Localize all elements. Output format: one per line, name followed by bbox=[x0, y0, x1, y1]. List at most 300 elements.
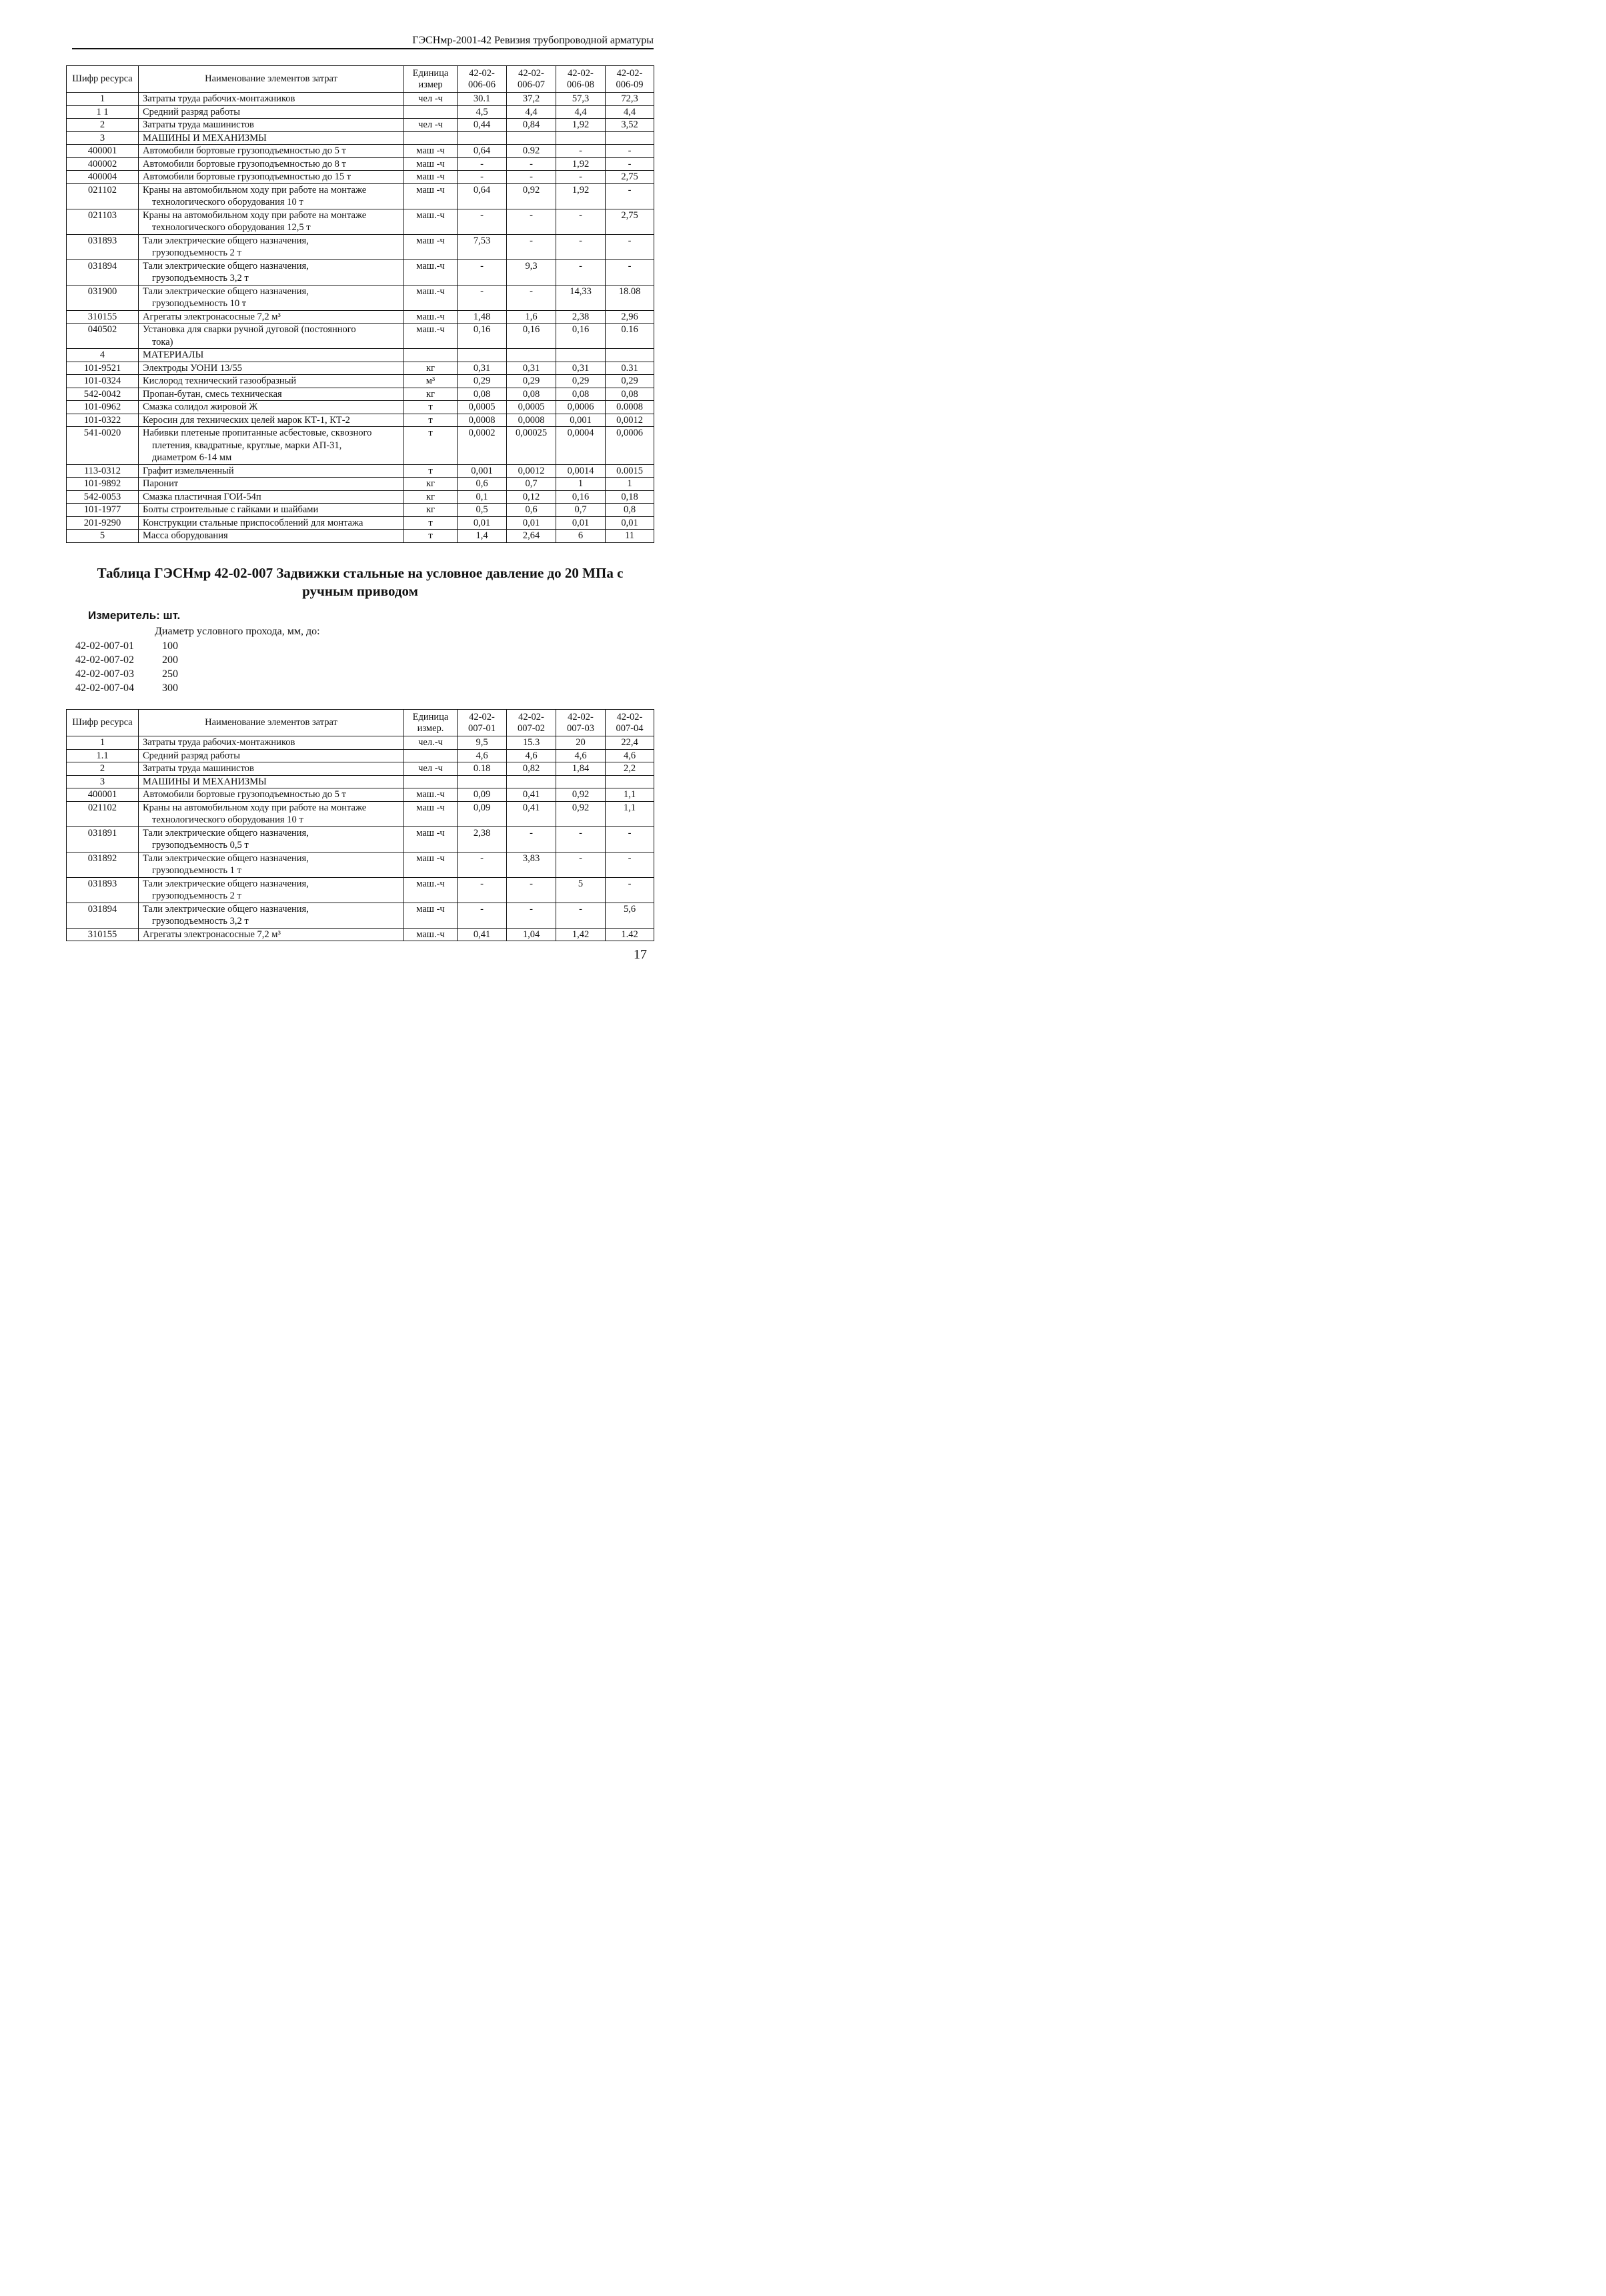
col-header-rate: 42-02-006-06 bbox=[458, 66, 507, 93]
value-cell: 0,16 bbox=[556, 490, 606, 504]
item-diameter: 250 bbox=[162, 668, 178, 680]
resource-code: 3 bbox=[67, 131, 139, 145]
value-cell: 0,08 bbox=[556, 388, 606, 401]
resource-code: 4 bbox=[67, 349, 139, 362]
item-diameter: 300 bbox=[162, 682, 178, 694]
value-cell: 2,64 bbox=[507, 530, 556, 543]
value-cell: - bbox=[507, 877, 556, 903]
value-cell bbox=[556, 775, 606, 788]
resource-code: 040502 bbox=[67, 324, 139, 349]
resource-name-line: Смазка пластичная ГОИ-54п bbox=[143, 491, 261, 502]
value-cell: 0.31 bbox=[606, 362, 654, 375]
item-code-list bbox=[75, 639, 178, 695]
value-cell: 0,01 bbox=[606, 516, 654, 530]
value-cell: 4,6 bbox=[507, 749, 556, 762]
unit-cell: маш -ч bbox=[404, 801, 458, 826]
resource-code: 021103 bbox=[67, 209, 139, 234]
table-row bbox=[67, 119, 654, 132]
unit-cell: чел.-ч bbox=[404, 736, 458, 750]
value-cell: - bbox=[507, 171, 556, 184]
unit-cell bbox=[404, 131, 458, 145]
value-cell: 0,16 bbox=[556, 324, 606, 349]
unit-cell: маш.-ч bbox=[404, 324, 458, 349]
value-cell: 0,29 bbox=[458, 375, 507, 388]
value-cell: - bbox=[458, 259, 507, 285]
value-cell: 1,48 bbox=[458, 310, 507, 324]
resource-code: 541-0020 bbox=[67, 427, 139, 465]
table-row bbox=[67, 285, 654, 310]
resource-name-line: Графит измельченный bbox=[143, 465, 234, 476]
resource-code: 1.1 bbox=[67, 749, 139, 762]
resource-code: 101-0324 bbox=[67, 375, 139, 388]
value-cell bbox=[507, 349, 556, 362]
unit-cell: чел -ч bbox=[404, 93, 458, 106]
resource-code: 3 bbox=[67, 775, 139, 788]
item-code-row bbox=[75, 681, 178, 695]
resource-code: 031893 bbox=[67, 234, 139, 259]
unit-cell: маш -ч bbox=[404, 171, 458, 184]
resource-name-line: технологического оборудования 10 т bbox=[152, 814, 303, 825]
col-header-rate: 42-02-007-02 bbox=[507, 710, 556, 736]
resource-code: 101-0962 bbox=[67, 401, 139, 414]
table-title-line: ручным приводом bbox=[302, 583, 418, 599]
col-header-rate: 42-02-006-08 bbox=[556, 66, 606, 93]
value-cell: 1,42 bbox=[556, 928, 606, 941]
unit-cell: кг bbox=[404, 478, 458, 491]
section-row bbox=[67, 775, 654, 788]
value-cell bbox=[606, 775, 654, 788]
value-cell: 0,01 bbox=[507, 516, 556, 530]
resource-name-line: Электроды УОНИ 13/55 bbox=[143, 362, 242, 374]
unit-cell: чел -ч bbox=[404, 119, 458, 132]
value-cell: 4,6 bbox=[606, 749, 654, 762]
value-cell: 0,92 bbox=[556, 801, 606, 826]
value-cell: 0,0005 bbox=[458, 401, 507, 414]
value-cell: 0,29 bbox=[507, 375, 556, 388]
value-cell: 0,16 bbox=[458, 324, 507, 349]
section-row bbox=[67, 131, 654, 145]
item-code: 42-02-007-01 bbox=[75, 640, 134, 652]
value-cell: - bbox=[507, 285, 556, 310]
value-cell: - bbox=[507, 903, 556, 928]
value-cell: 0.0008 bbox=[606, 401, 654, 414]
resource-name bbox=[139, 310, 404, 324]
value-cell: 0,92 bbox=[556, 788, 606, 802]
value-cell: 0,001 bbox=[458, 464, 507, 478]
value-cell: 0,12 bbox=[507, 490, 556, 504]
resource-name-line: Установка для сварки ручной дуговой (постоянного bbox=[143, 324, 356, 335]
unit-cell bbox=[404, 775, 458, 788]
unit-cell: маш -ч bbox=[404, 183, 458, 209]
resource-name bbox=[139, 119, 404, 132]
value-cell: 15.3 bbox=[507, 736, 556, 750]
unit-cell: маш.-ч bbox=[404, 877, 458, 903]
resource-code: 1 1 bbox=[67, 105, 139, 119]
resource-name-line: Средний разряд работы bbox=[143, 750, 240, 761]
resource-code: 5 bbox=[67, 530, 139, 543]
resource-name-line: грузоподъемность 2 т bbox=[152, 891, 241, 901]
running-header: ГЭСНмр-2001-42 Ревизия трубопроводной арматуры bbox=[72, 33, 654, 49]
resource-name bbox=[139, 504, 404, 517]
value-cell: 0,92 bbox=[507, 183, 556, 209]
resource-name bbox=[139, 388, 404, 401]
value-cell: 4,4 bbox=[606, 105, 654, 119]
unit-cell: кг bbox=[404, 504, 458, 517]
value-cell: 0,6 bbox=[507, 504, 556, 517]
value-cell: 4,4 bbox=[556, 105, 606, 119]
value-cell: 1,1 bbox=[606, 788, 654, 802]
resource-name-line: Автомобили бортовые грузоподъемностью до 5 т bbox=[143, 145, 346, 156]
resource-name-line: Тали электрические общего назначения, bbox=[143, 260, 309, 271]
value-cell: 2,38 bbox=[458, 826, 507, 852]
resource-name-line: Краны на автомобильном ходу при работе на монтаже bbox=[143, 802, 367, 813]
resource-name-line: МАШИНЫ И МЕХАНИЗМЫ bbox=[143, 132, 267, 143]
value-cell: 72,3 bbox=[606, 93, 654, 106]
value-cell: - bbox=[556, 826, 606, 852]
value-cell: 1,6 bbox=[507, 310, 556, 324]
measure-unit: Измеритель: шт. bbox=[88, 609, 181, 622]
value-cell: 0,31 bbox=[556, 362, 606, 375]
resource-name bbox=[139, 530, 404, 543]
resource-code: 101-1977 bbox=[67, 504, 139, 517]
resource-name-line: Тали электрические общего назначения, bbox=[143, 235, 309, 246]
resource-name-line: Агрегаты электронасосные 7,2 м³ bbox=[143, 929, 281, 940]
resource-name bbox=[139, 490, 404, 504]
unit-cell: т bbox=[404, 427, 458, 465]
table-row bbox=[67, 877, 654, 903]
resource-code: 201-9290 bbox=[67, 516, 139, 530]
value-cell: - bbox=[556, 852, 606, 877]
item-code: 42-02-007-03 bbox=[75, 668, 134, 680]
value-cell: 18.08 bbox=[606, 285, 654, 310]
value-cell bbox=[458, 775, 507, 788]
table-row bbox=[67, 157, 654, 171]
resource-name-line: Керосин для технических целей марок КТ-1, КТ-2 bbox=[143, 414, 350, 426]
col-header-code: Шифр ресурса bbox=[67, 66, 139, 93]
table-row bbox=[67, 414, 654, 427]
resource-name bbox=[139, 749, 404, 762]
value-cell bbox=[556, 349, 606, 362]
resource-code: 2 bbox=[67, 762, 139, 776]
resource-name bbox=[139, 349, 404, 362]
resource-code: 113-0312 bbox=[67, 464, 139, 478]
value-cell: 0,0002 bbox=[458, 427, 507, 465]
resource-name-line: Агрегаты электронасосные 7,2 м³ bbox=[143, 311, 281, 322]
table-row bbox=[67, 324, 654, 349]
resource-name-line: Автомобили бортовые грузоподъемностью до 5 т bbox=[143, 789, 346, 800]
unit-cell: т bbox=[404, 516, 458, 530]
value-cell: 0,09 bbox=[458, 801, 507, 826]
resource-name bbox=[139, 375, 404, 388]
table-row bbox=[67, 93, 654, 106]
resource-name-line: Автомобили бортовые грузоподъемностью до 15 т bbox=[143, 171, 351, 182]
unit-cell: кг bbox=[404, 490, 458, 504]
table-row bbox=[67, 788, 654, 802]
value-cell: 0,29 bbox=[606, 375, 654, 388]
resource-name-line: плетения, квадратные, круглые, марки АП-31, bbox=[152, 440, 342, 451]
resource-name-line: Тали электрические общего назначения, bbox=[143, 878, 309, 889]
value-cell bbox=[556, 131, 606, 145]
resource-name bbox=[139, 209, 404, 234]
resource-name-line: технологического оборудования 10 т bbox=[152, 197, 303, 207]
page-number: 17 bbox=[634, 947, 647, 962]
value-cell: 5,6 bbox=[606, 903, 654, 928]
resource-name bbox=[139, 516, 404, 530]
value-cell: 0,41 bbox=[458, 928, 507, 941]
value-cell: 0,64 bbox=[458, 183, 507, 209]
unit-cell: т bbox=[404, 530, 458, 543]
resource-name bbox=[139, 801, 404, 826]
unit-cell bbox=[404, 749, 458, 762]
value-cell: 1,4 bbox=[458, 530, 507, 543]
resource-code: 021102 bbox=[67, 801, 139, 826]
resource-name bbox=[139, 324, 404, 349]
value-cell: 2,96 bbox=[606, 310, 654, 324]
resource-code: 310155 bbox=[67, 310, 139, 324]
value-cell: - bbox=[507, 209, 556, 234]
value-cell: - bbox=[556, 259, 606, 285]
resource-name bbox=[139, 145, 404, 158]
value-cell: 1,1 bbox=[606, 801, 654, 826]
value-cell: - bbox=[556, 234, 606, 259]
value-cell: 0.92 bbox=[507, 145, 556, 158]
value-cell: 0,0004 bbox=[556, 427, 606, 465]
resource-name-line: грузоподъемность 0,5 т bbox=[152, 840, 249, 850]
unit-cell: маш -ч bbox=[404, 852, 458, 877]
col-header-rate: 42-02-007-01 bbox=[458, 710, 507, 736]
value-cell: 0,82 bbox=[507, 762, 556, 776]
value-cell: 1,92 bbox=[556, 157, 606, 171]
col-header-rate: 42-02-007-04 bbox=[606, 710, 654, 736]
unit-cell: маш.-ч bbox=[404, 310, 458, 324]
resource-name bbox=[139, 401, 404, 414]
value-cell: 6 bbox=[556, 530, 606, 543]
col-header-rate: 42-02-007-03 bbox=[556, 710, 606, 736]
value-cell: 0.16 bbox=[606, 324, 654, 349]
resource-name bbox=[139, 171, 404, 184]
table-row bbox=[67, 928, 654, 941]
value-cell: 0,0006 bbox=[556, 401, 606, 414]
value-cell: 0,64 bbox=[458, 145, 507, 158]
table-row bbox=[67, 852, 654, 877]
value-cell: 1,04 bbox=[507, 928, 556, 941]
value-cell: 0,08 bbox=[507, 388, 556, 401]
table-row bbox=[67, 749, 654, 762]
value-cell: - bbox=[606, 852, 654, 877]
resource-name bbox=[139, 788, 404, 802]
value-cell: - bbox=[606, 877, 654, 903]
value-cell: 0,5 bbox=[458, 504, 507, 517]
value-cell: 9,5 bbox=[458, 736, 507, 750]
table-row bbox=[67, 903, 654, 928]
value-cell: 0,0005 bbox=[507, 401, 556, 414]
unit-cell: маш.-ч bbox=[404, 928, 458, 941]
resource-name-line: Средний разряд работы bbox=[143, 106, 240, 117]
resource-name bbox=[139, 464, 404, 478]
unit-cell: маш -ч bbox=[404, 145, 458, 158]
value-cell: 22,4 bbox=[606, 736, 654, 750]
value-cell: 1,92 bbox=[556, 183, 606, 209]
value-cell: 57,3 bbox=[556, 93, 606, 106]
value-cell: 11 bbox=[606, 530, 654, 543]
value-cell: - bbox=[556, 209, 606, 234]
value-cell: 1.42 bbox=[606, 928, 654, 941]
resource-name-line: Затраты труда машинистов bbox=[143, 119, 254, 130]
value-cell: 0,09 bbox=[458, 788, 507, 802]
col-header-rate: 42-02-006-09 bbox=[606, 66, 654, 93]
resource-name-line: Автомобили бортовые грузоподъемностью до 8 т bbox=[143, 158, 346, 169]
table-row bbox=[67, 478, 654, 491]
value-cell: - bbox=[507, 234, 556, 259]
resource-code: 101-0322 bbox=[67, 414, 139, 427]
table-row bbox=[67, 504, 654, 517]
value-cell: 0,00025 bbox=[507, 427, 556, 465]
table-row bbox=[67, 234, 654, 259]
resource-code: 542-0042 bbox=[67, 388, 139, 401]
value-cell: - bbox=[507, 157, 556, 171]
value-cell: 0,0014 bbox=[556, 464, 606, 478]
value-cell: 0,84 bbox=[507, 119, 556, 132]
value-cell: - bbox=[458, 171, 507, 184]
value-cell: 0,0008 bbox=[458, 414, 507, 427]
value-cell: 0,0006 bbox=[606, 427, 654, 465]
unit-cell: кг bbox=[404, 362, 458, 375]
value-cell bbox=[458, 349, 507, 362]
resource-name-line: Затраты труда рабочих-монтажников bbox=[143, 737, 295, 748]
resource-name bbox=[139, 362, 404, 375]
value-cell: 0,1 bbox=[458, 490, 507, 504]
value-cell: 0,31 bbox=[507, 362, 556, 375]
unit-cell: чел -ч bbox=[404, 762, 458, 776]
resource-code: 031893 bbox=[67, 877, 139, 903]
table-row bbox=[67, 145, 654, 158]
resource-code: 021102 bbox=[67, 183, 139, 209]
unit-cell: маш.-ч bbox=[404, 259, 458, 285]
value-cell: 2,2 bbox=[606, 762, 654, 776]
resource-name bbox=[139, 131, 404, 145]
table-row bbox=[67, 105, 654, 119]
resource-name-line: Болты строительные с гайками и шайбами bbox=[143, 504, 319, 515]
value-cell: 0,8 bbox=[606, 504, 654, 517]
unit-cell bbox=[404, 349, 458, 362]
value-cell: 4,6 bbox=[458, 749, 507, 762]
resource-name-line: грузоподъемность 3,2 т bbox=[152, 916, 249, 927]
resource-name-line: Пропан-бутан, смесь техническая bbox=[143, 388, 282, 400]
value-cell: 0.18 bbox=[458, 762, 507, 776]
value-cell: - bbox=[606, 157, 654, 171]
resource-code: 400001 bbox=[67, 145, 139, 158]
resource-code: 1 bbox=[67, 736, 139, 750]
value-cell: - bbox=[458, 852, 507, 877]
value-cell: 4,6 bbox=[556, 749, 606, 762]
value-cell: - bbox=[458, 903, 507, 928]
unit-cell: кг bbox=[404, 388, 458, 401]
resource-name bbox=[139, 478, 404, 491]
resource-name bbox=[139, 93, 404, 106]
resource-name-line: Тали электрические общего назначения, bbox=[143, 827, 309, 838]
table-row bbox=[67, 388, 654, 401]
value-cell: 7,53 bbox=[458, 234, 507, 259]
diameter-caption: Диаметр условного прохода, мм, до: bbox=[155, 626, 320, 637]
unit-cell: маш.-ч bbox=[404, 788, 458, 802]
value-cell: 3,52 bbox=[606, 119, 654, 132]
value-cell: 0,31 bbox=[458, 362, 507, 375]
resource-name bbox=[139, 105, 404, 119]
resource-name-line: МАШИНЫ И МЕХАНИЗМЫ bbox=[143, 776, 267, 787]
value-cell: - bbox=[458, 157, 507, 171]
unit-cell bbox=[404, 105, 458, 119]
table-row bbox=[67, 530, 654, 543]
unit-cell: маш -ч bbox=[404, 826, 458, 852]
resource-name-line: технологического оборудования 12,5 т bbox=[152, 222, 311, 233]
value-cell: - bbox=[458, 285, 507, 310]
table-row bbox=[67, 464, 654, 478]
resource-code: 031892 bbox=[67, 852, 139, 877]
resource-name-line: грузоподъемность 1 т bbox=[152, 865, 241, 876]
col-header-name: Наименование элементов затрат bbox=[139, 66, 404, 93]
value-cell: 0,7 bbox=[556, 504, 606, 517]
value-cell: 4,5 bbox=[458, 105, 507, 119]
resource-code: 031894 bbox=[67, 903, 139, 928]
unit-cell: т bbox=[404, 464, 458, 478]
resource-name bbox=[139, 826, 404, 852]
value-cell: - bbox=[458, 877, 507, 903]
value-cell bbox=[606, 131, 654, 145]
value-cell: 0,29 bbox=[556, 375, 606, 388]
table-row bbox=[67, 310, 654, 324]
value-cell: 1,84 bbox=[556, 762, 606, 776]
resource-name bbox=[139, 285, 404, 310]
resource-code: 1 bbox=[67, 93, 139, 106]
resource-name bbox=[139, 234, 404, 259]
resource-name-line: Масса оборудования bbox=[143, 530, 228, 541]
value-cell: 0,44 bbox=[458, 119, 507, 132]
table-row bbox=[67, 259, 654, 285]
value-cell: 0,0012 bbox=[507, 464, 556, 478]
resource-name-line: Затраты труда машинистов bbox=[143, 763, 254, 774]
table-row bbox=[67, 826, 654, 852]
value-cell: 0,41 bbox=[507, 801, 556, 826]
unit-cell: маш -ч bbox=[404, 903, 458, 928]
value-cell: 0,0008 bbox=[507, 414, 556, 427]
resource-name-line: Конструкции стальные приспособлений для монтажа bbox=[143, 517, 363, 528]
resource-name-line: Краны на автомобильном ходу при работе на монтаже bbox=[143, 209, 367, 221]
item-code-row bbox=[75, 639, 178, 653]
resource-code: 031900 bbox=[67, 285, 139, 310]
value-cell: 1 bbox=[556, 478, 606, 491]
value-cell: - bbox=[606, 145, 654, 158]
item-diameter: 200 bbox=[162, 654, 178, 666]
unit-cell: м³ bbox=[404, 375, 458, 388]
resource-name-line: Затраты труда рабочих-монтажников bbox=[143, 93, 295, 104]
item-code-row bbox=[75, 667, 178, 681]
resource-name bbox=[139, 852, 404, 877]
value-cell: - bbox=[556, 903, 606, 928]
section-row bbox=[67, 349, 654, 362]
table-row bbox=[67, 375, 654, 388]
unit-cell: т bbox=[404, 401, 458, 414]
value-cell: 2,75 bbox=[606, 171, 654, 184]
unit-cell: маш.-ч bbox=[404, 209, 458, 234]
unit-cell: маш -ч bbox=[404, 157, 458, 171]
table-row bbox=[67, 490, 654, 504]
resource-name-line: Краны на автомобильном ходу при работе на монтаже bbox=[143, 184, 367, 195]
value-cell: - bbox=[556, 171, 606, 184]
value-cell: 4,4 bbox=[507, 105, 556, 119]
value-cell: - bbox=[507, 826, 556, 852]
table-row bbox=[67, 736, 654, 750]
value-cell: - bbox=[556, 145, 606, 158]
